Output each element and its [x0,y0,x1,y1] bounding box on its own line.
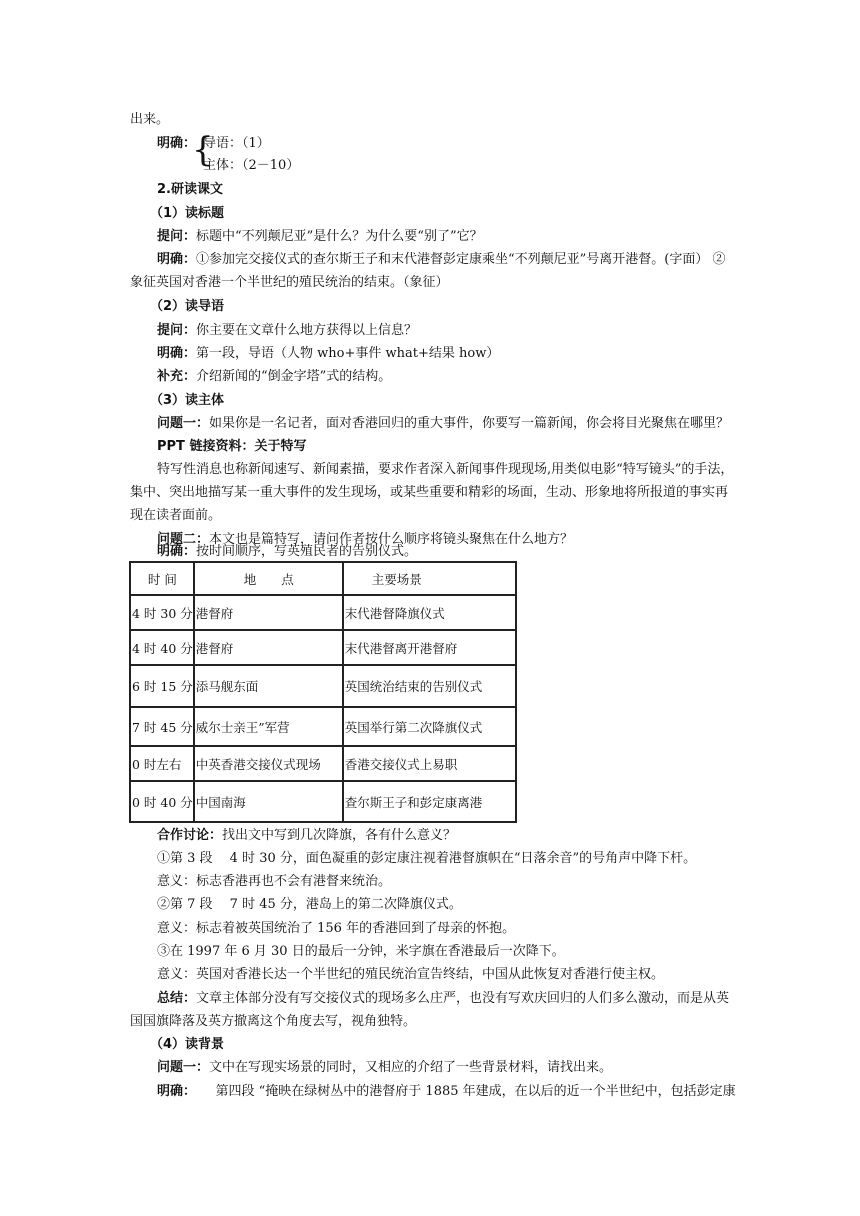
structure-item-intro: 导语：（1） [203,136,270,151]
cell-scene: 查尔斯王子和彭定康离港 [343,781,516,822]
cell-time: 4 时 30 分 [130,595,194,630]
question-text: 本文也是篇特写，请问作者按什么顺序将镜头聚焦在什么地方？ [209,532,574,547]
question-text: 如果你是一名记者，面对香港回归的重大事件，你要写一篇新闻，你会将目光聚焦在哪里？ [209,416,730,431]
question-label: 提问： [157,229,197,244]
answer-text: 第四段 “掩映在绿树丛中的港督府于 1885 年建成，在以后的近一个半世纪中，包括彭定康 [189,1084,736,1099]
answer-label: 明确： [157,136,197,151]
cell-scene: 末代港督离开港督府 [343,630,516,665]
cell-scene: 香港交接仪式上易职 [343,746,516,781]
text-line: 意义：标志香港再也不会有港督来统治。 [157,874,392,889]
answer-label: 明确： [157,252,197,267]
text-line: ③在 1997 年 6 月 30 日的最后一分钟，米字旗在香港最后一次降下。 [157,944,565,959]
table-header-row [130,562,516,595]
timeline-table [129,561,517,823]
cell-place: 港督府 [194,630,343,665]
subsection-heading: （3）读主体 [150,393,225,408]
header-scene: 主要场景 [343,562,516,595]
answer-line [157,135,196,153]
paragraph-line: 集中、突出地描写某一重大事件的发生现场，或某些重要和精彩的场面，生动、形象地将所报道的事实再 [130,485,729,500]
discussion-line [157,827,456,845]
answer-line [157,1083,736,1101]
text-line: 国国旗降落及英方撤离这个角度去写，视角独特。 [130,1014,417,1029]
question-label: 提问： [157,323,197,338]
supplement-text: 介绍新闻的“倒金字塔”式的结构。 [196,369,392,384]
text-line: 象征英国对香港一个半世纪的殖民统治的结束。（象征） [130,275,449,290]
table-row [130,746,516,781]
summary-line [157,990,729,1008]
cell-time: 0 时左右 [130,746,194,781]
answer-line [157,543,417,561]
ppt-link-heading: PPT 链接资料：关于特写 [157,439,307,454]
question-line [157,415,729,433]
cell-time: 6 时 15 分 [130,665,194,707]
cell-place: 添马舰东面 [194,665,343,707]
cell-place: 威尔士亲王”军营 [194,707,343,746]
question-label: 问题一： [157,416,210,431]
cell-place: 中英香港交接仪式现场 [194,746,343,781]
structure-item-body: 主体：（2－10） [203,158,300,173]
question-label: 问题一： [157,1060,210,1075]
answer-label: 明确： [157,1084,190,1099]
text-line: 意义：英国对香港长达一个半世纪的殖民统治宣告终结，中国从此恢复对香港行使主权。 [157,967,665,982]
text-line: ①第 3 段 4 时 30 分，面色凝重的彭定康注视着港督旗帜在“日落余音”的号角声中降下杆。 [157,851,697,866]
subsection-heading: （1）读标题 [150,206,225,221]
answer-text: 按时间顺序，写英殖民者的告别仪式。 [196,544,418,559]
table-row [130,595,516,630]
supplement-line [157,368,391,386]
text-line: ②第 7 段 7 时 45 分，港岛上的第二次降旗仪式。 [157,897,462,912]
subsection-heading: （4）读背景 [150,1037,225,1052]
cell-time: 0 时 40 分 [130,781,194,822]
question-label: 问题二： [157,532,210,547]
text-line: 出来。 [130,112,170,127]
answer-label: 明确： [157,544,197,559]
discussion-label: 合作讨论： [157,828,223,843]
text-line: 意义：标志着被英国统治了 156 年的香港回到了母亲的怀抱。 [157,921,516,936]
summary-text: 文章主体部分没有写交接仪式的现场多么庄严，也没有写欢庆回归的人们多么激动，而是从英 [196,991,730,1006]
header-time: 时 间 [130,562,194,595]
summary-label: 总结： [157,991,197,1006]
answer-text: 第一段，导语（人物 who+事件 what+结果 how） [196,346,500,361]
answer-text: ①参加完交接仪式的查尔斯王子和末代港督彭定康乘坐“不列颠尼亚”号离开港督。(字面） ② [196,252,726,267]
cell-place: 港督府 [194,595,343,630]
answer-label: 明确： [157,346,197,361]
header-place: 地 点 [194,562,343,595]
discussion-text: 找出文中写到几次降旗，各有什么意义？ [222,828,457,843]
paragraph-line: 现在读者面前。 [130,508,222,523]
answer-line [157,345,499,363]
supplement-label: 补充： [157,369,197,384]
cell-time: 4 时 40 分 [130,630,194,665]
table-row [130,781,516,822]
question-text: 标题中“不列颠尼亚”是什么？为什么要“别了”它？ [196,229,483,244]
table-row [130,630,516,665]
table-row [130,665,516,707]
section-heading: 2.研读课文 [157,182,223,197]
cell-time: 7 时 45 分 [130,707,194,746]
brace: { [192,130,214,170]
cell-place: 中国南海 [194,781,343,822]
question-line [157,322,417,340]
cell-scene: 英国举行第二次降旗仪式 [343,707,516,746]
table-row [130,707,516,746]
cell-scene: 末代港督降旗仪式 [343,595,516,630]
subsection-heading: （2）读导语 [150,299,225,314]
cell-scene: 英国统治结束的告别仪式 [343,665,516,707]
answer-line [157,251,726,269]
question-line [157,228,483,246]
question-text: 文中在写现实场景的同时，又相应的介绍了一些背景材料，请找出来。 [209,1060,613,1075]
paragraph-line: 特写性消息也称新闻速写、新闻素描，要求作者深入新闻事件现现场,用类似电影“特写镜头”的手法， [157,462,734,477]
question-text: 你主要在文章什么地方获得以上信息？ [196,323,418,338]
question-line [157,1059,612,1077]
